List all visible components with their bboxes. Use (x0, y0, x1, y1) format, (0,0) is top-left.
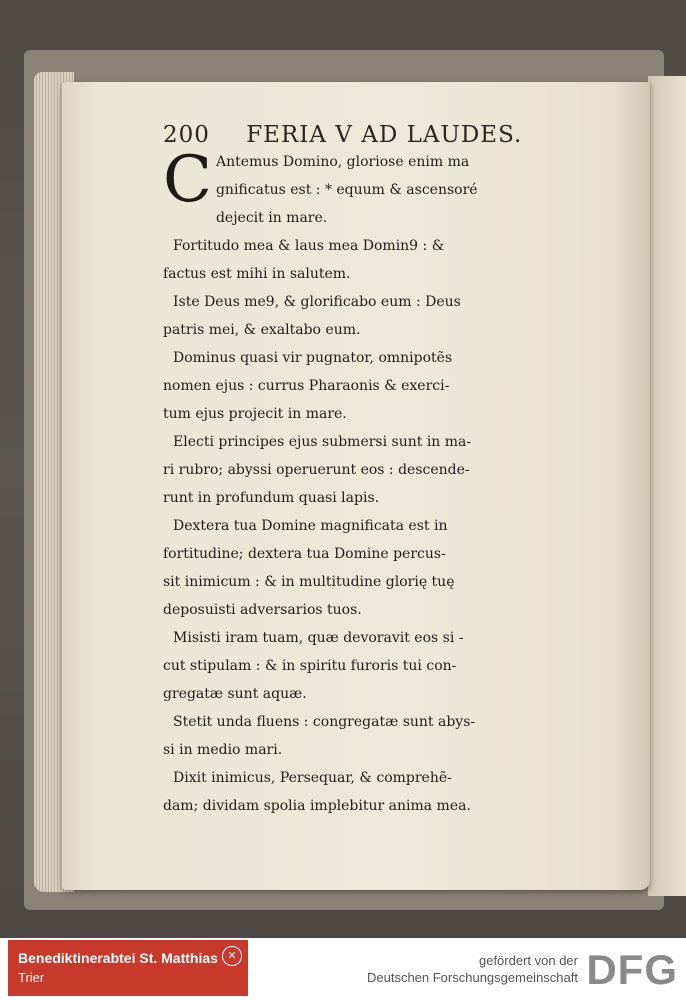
institution-city: Trier (18, 970, 45, 985)
text-line: sit inimicum : & in multitudine glorię tuę (163, 574, 455, 590)
text-line: dejecit in mare. (215, 210, 328, 226)
text-line: nomen ejus : currus Pharaonis & exerci- (163, 378, 450, 394)
institution-logo[interactable] (8, 940, 248, 996)
text-line: Dextera tua Domine magnificata est in (173, 518, 448, 534)
funded-by-label: gefördert von der (478, 953, 578, 968)
facing-page (648, 76, 686, 896)
text-line: dam; dividam spolia implebitur anima mea. (163, 798, 471, 814)
text-line: fortitudine; dextera tua Domine percus- (163, 546, 446, 562)
text-line: Electi principes ejus submersi sunt in ma- (173, 434, 472, 450)
text-line: Fortitudo mea & laus mea Domin9 : & (173, 238, 445, 254)
text-line: Antemus Domino, gloriose enim ma (215, 154, 470, 170)
text-line: Dominus quasi vir pugnator, omnipotẽs (173, 350, 453, 366)
text-line: patris mei, & exaltabo eum. (163, 322, 361, 338)
funder-credit (367, 952, 578, 986)
page-header (163, 122, 522, 148)
dfg-logo[interactable]: DFG (586, 946, 678, 993)
funder-name: Deutschen Forschungsgemeinschaft (366, 970, 578, 985)
canticle-text (163, 143, 627, 820)
text-line: si in medio mari. (163, 742, 283, 758)
text-line: tum ejus projecit in mare. (163, 406, 347, 422)
text-line: gnificatus est : * equum & ascensoré (215, 182, 478, 198)
institution-name: Benediktinerabtei St. Matthias (18, 950, 218, 966)
drop-cap-initial: C (163, 143, 212, 217)
text-line: ri rubro; abyssi operuerunt eos : descende- (163, 462, 470, 478)
text-line: Stetit unda fluens : congregatæ sunt abys- (173, 714, 476, 730)
text-line: cut stipulam : & in spiritu furoris tui con- (163, 658, 457, 674)
text-line: Dixit inimicus, Persequar, & comprehẽ- (173, 770, 452, 786)
text-line: gregatæ sunt aquæ. (163, 686, 307, 702)
running-head: FERIA V AD LAUDES. (246, 122, 523, 148)
text-line: deposuisti adversarios tuos. (163, 602, 362, 618)
text-line: runt in profundum quasi lapis. (163, 490, 380, 506)
viewer-footer (0, 938, 686, 1000)
text-line: Iste Deus me9, & glorificabo eum : Deus (173, 294, 461, 310)
page-number: 200 (163, 122, 210, 148)
abbey-emblem-icon: ✕ (222, 946, 242, 966)
text-line: factus est mihi in salutem. (163, 266, 351, 282)
text-line: Misisti iram tuam, quæ devoravit eos si - (173, 630, 464, 646)
